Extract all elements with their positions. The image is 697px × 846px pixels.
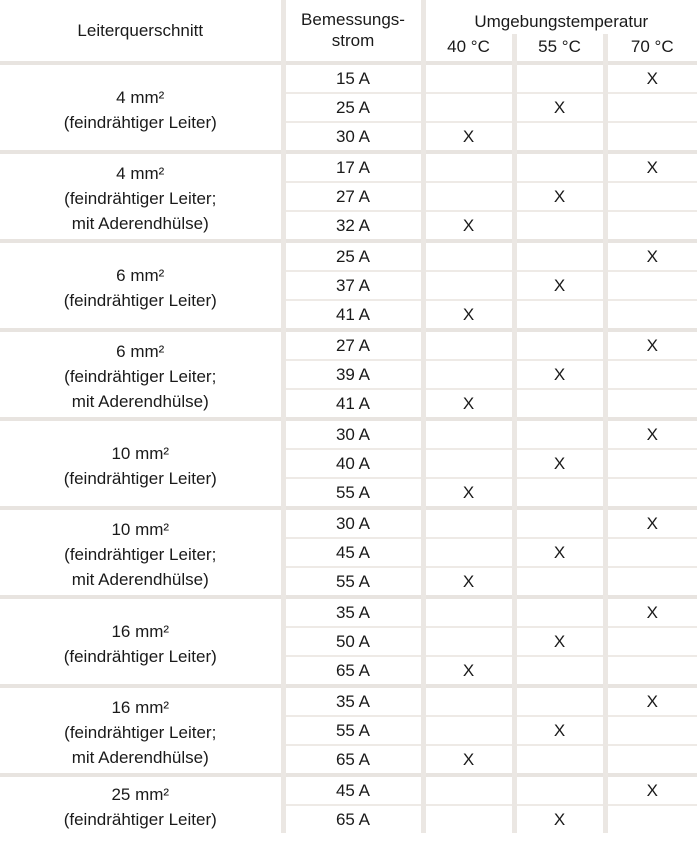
temp-40-mark [423,597,514,627]
conductor-line: (feindrähtiger Leiter) [63,646,217,666]
table-header [0,0,697,63]
temp-55-mark: X [514,271,605,300]
temp-70-mark: X [605,63,697,93]
table-row [0,775,697,805]
rated-current-cell: 65 A [283,656,423,686]
table-row [0,330,697,360]
table-row [0,241,697,271]
header-conductor: Leiterquerschnitt [77,21,204,40]
temp-40-mark: X [423,656,514,686]
temp-55-mark [514,775,605,805]
rated-current-cell: 41 A [283,300,423,330]
table-row [0,686,697,716]
temp-55-mark: X [514,805,605,833]
rated-current-cell: 45 A [283,775,423,805]
conductor-cross-section [0,63,283,152]
rated-current-cell: 32 A [283,211,423,241]
temp-70-mark: X [605,330,697,360]
temp-40-mark [423,63,514,93]
conductor-line: (feindrähtiger Leiter) [63,112,217,132]
temp-70-mark [605,122,697,152]
temp-70-mark [605,716,697,745]
temp-70-mark [605,478,697,508]
temp-40-mark: X [423,211,514,241]
temp-40-mark [423,330,514,360]
temp-70-mark [605,182,697,211]
temp-70-mark [605,93,697,122]
conductor-line: mit Aderendhülse) [71,748,209,767]
temp-70-mark [605,567,697,597]
rated-current-cell: 35 A [283,597,423,627]
temp-55-mark [514,686,605,716]
temp-40-mark [423,805,514,833]
conductor-cross-section [0,686,283,775]
table-row [0,597,697,627]
temp-55-mark [514,330,605,360]
conductor-cross-section [0,508,283,597]
temp-55-mark [514,597,605,627]
temp-40-mark: X [423,389,514,419]
rated-current-cell: 30 A [283,419,423,449]
header-ambient-temperature: Umgebungstemperatur [423,0,697,34]
conductor-cross-section [0,775,283,833]
temp-40-mark [423,627,514,656]
header-temp-40: 40 °C [423,34,514,63]
temp-70-mark [605,805,697,833]
rated-current-cell: 65 A [283,745,423,775]
rated-current-cell: 30 A [283,508,423,538]
conductor-cross-section [0,241,283,330]
conductor-line: 10 mm² [111,443,170,463]
temp-40-mark: X [423,745,514,775]
conductor-line: 16 mm² [111,698,170,717]
rated-current-cell: 30 A [283,122,423,152]
rated-current-cell: 40 A [283,449,423,478]
temp-55-mark: X [514,716,605,745]
temp-55-mark: X [514,449,605,478]
rated-current-cell: 35 A [283,686,423,716]
temp-40-mark [423,241,514,271]
temp-70-mark: X [605,775,697,805]
temp-40-mark: X [423,122,514,152]
header-rated-current: Bemessungs- strom [283,0,423,63]
temp-55-mark [514,508,605,538]
conductor-cross-section [0,419,283,508]
conductor-line: mit Aderendhülse) [71,570,209,589]
table-row [0,152,697,182]
conductor-line: 16 mm² [111,621,170,641]
rated-current-cell: 65 A [283,805,423,833]
temp-70-mark: X [605,152,697,182]
temp-55-mark: X [514,360,605,389]
conductor-line: mit Aderendhülse) [71,214,209,233]
temp-70-mark: X [605,241,697,271]
conductor-line: (feindrähtiger Leiter) [63,290,217,310]
temp-40-mark [423,538,514,567]
rated-current-cell: 27 A [283,182,423,211]
temp-40-mark [423,93,514,122]
conductor-line: (feindrähtiger Leiter) [63,810,217,829]
temp-40-mark [423,419,514,449]
rated-current-cell: 39 A [283,360,423,389]
conductor-line: 6 mm² [116,342,165,361]
temp-55-mark: X [514,538,605,567]
temp-55-mark [514,300,605,330]
temp-55-mark [514,211,605,241]
temp-40-mark [423,449,514,478]
temp-70-mark [605,211,697,241]
temp-40-mark: X [423,300,514,330]
temp-40-mark [423,686,514,716]
temp-55-mark [514,152,605,182]
table-row [0,419,697,449]
temp-55-mark [514,656,605,686]
temp-40-mark [423,775,514,805]
temp-40-mark [423,271,514,300]
conductor-line: (feindrähtiger Leiter) [63,468,217,488]
conductor-line: (feindrähtiger Leiter; [64,723,217,742]
temp-55-mark [514,419,605,449]
temp-40-mark [423,182,514,211]
table-row [0,508,697,538]
temp-70-mark [605,627,697,656]
conductor-line: 25 mm² [111,785,170,804]
temp-40-mark [423,716,514,745]
rated-current-cell: 50 A [283,627,423,656]
temp-70-mark: X [605,419,697,449]
header-temp-55: 55 °C [514,34,605,63]
temp-55-mark [514,389,605,419]
rated-current-cell: 37 A [283,271,423,300]
header-temp-70: 70 °C [605,34,697,63]
rated-current-cell: 41 A [283,389,423,419]
temp-70-mark [605,360,697,389]
temp-70-mark [605,449,697,478]
rated-current-cell: 25 A [283,241,423,271]
rated-current-cell: 55 A [283,478,423,508]
temp-55-mark [514,122,605,152]
table-body [0,63,697,833]
temp-55-mark: X [514,627,605,656]
temp-55-mark [514,478,605,508]
conductor-line: mit Aderendhülse) [71,392,209,411]
conductor-line: 4 mm² [116,164,165,183]
temp-55-mark [514,241,605,271]
conductor-line: 10 mm² [111,520,170,539]
conductor-cross-section [0,152,283,241]
temp-55-mark: X [514,93,605,122]
conductor-line: (feindrähtiger Leiter; [64,367,217,386]
temp-40-mark [423,508,514,538]
temp-40-mark [423,152,514,182]
conductor-line: (feindrähtiger Leiter; [64,189,217,208]
rated-current-cell: 45 A [283,538,423,567]
conductor-line: (feindrähtiger Leiter; [64,545,217,564]
conductor-line: 6 mm² [116,265,165,285]
temp-70-mark [605,538,697,567]
temp-70-mark [605,656,697,686]
temp-70-mark [605,271,697,300]
temp-55-mark [514,745,605,775]
temp-40-mark [423,360,514,389]
rated-current-cell: 17 A [283,152,423,182]
temp-55-mark [514,63,605,93]
conductor-cross-section [0,597,283,686]
temp-70-mark [605,745,697,775]
temp-40-mark: X [423,567,514,597]
temp-40-mark: X [423,478,514,508]
conductor-cross-section [0,330,283,419]
rated-current-cell: 27 A [283,330,423,360]
rated-current-cell: 15 A [283,63,423,93]
temp-70-mark [605,389,697,419]
rated-current-cell: 25 A [283,93,423,122]
rated-current-cell: 55 A [283,716,423,745]
temp-70-mark [605,300,697,330]
temp-55-mark: X [514,182,605,211]
rated-current-cell: 55 A [283,567,423,597]
temp-70-mark: X [605,508,697,538]
temp-70-mark: X [605,597,697,627]
table-row [0,63,697,93]
temp-55-mark [514,567,605,597]
conductor-line: 4 mm² [116,87,165,107]
temp-70-mark: X [605,686,697,716]
